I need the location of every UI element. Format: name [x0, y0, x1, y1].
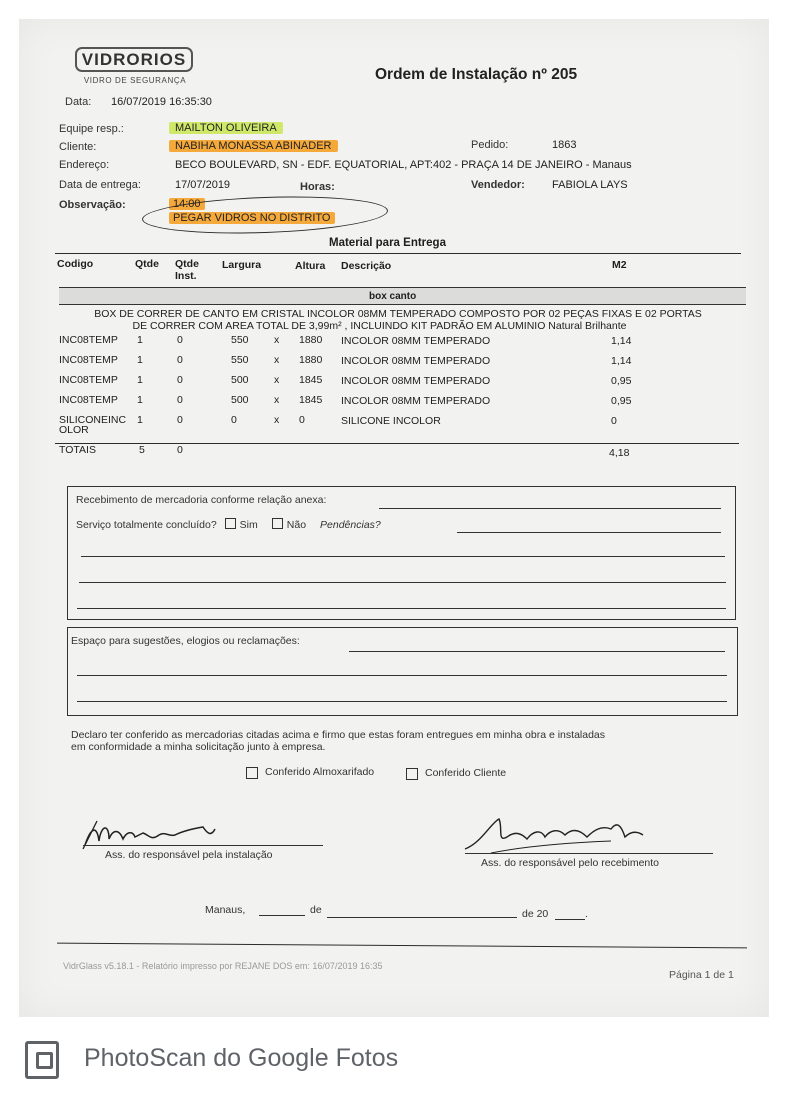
endereco-value: BECO BOULEVARD, SN - EDF. EQUATORIAL, APT:402 - PRAÇA 14 DE JANEIRO - Manaus: [175, 159, 632, 171]
document-page: [19, 19, 769, 1017]
date-year-line[interactable]: [555, 919, 585, 920]
pendencias-label: Pendências?: [320, 519, 381, 531]
col-largura: Largura: [222, 259, 262, 271]
receiver-signature: [461, 813, 651, 857]
col-m2: M2: [612, 259, 627, 271]
cell-altura: 0: [299, 414, 305, 426]
cell-altura: 1880: [299, 354, 323, 366]
cell-inst: 0: [177, 354, 183, 366]
col-qtde-inst-2: Inst.: [175, 270, 197, 282]
cliente-checkbox[interactable]: [406, 768, 418, 780]
totals-m2: 4,18: [609, 447, 630, 459]
table-totals-rule: [55, 443, 739, 444]
cell-m2: 0,95: [611, 375, 632, 387]
date-label: Data:: [65, 96, 92, 108]
cliente-label: Cliente:: [59, 141, 97, 153]
cell-altura: 1845: [299, 394, 323, 406]
cell-x: x: [274, 414, 280, 426]
cell-m2: 1,14: [611, 355, 632, 367]
group-description-1: BOX DE CORRER DE CANTO EM CRISTAL INCOLOR 08MM TEMPERADO COMPOSTO POR 02 PEÇAS FIXAS E 02 PORTAS: [94, 308, 702, 320]
cell-altura: 1880: [299, 334, 323, 346]
totals-inst: 0: [177, 444, 183, 456]
observacao-time: 14:00: [169, 198, 205, 210]
installer-signature-line[interactable]: [83, 845, 323, 846]
equipe-label: Equipe resp.:: [59, 123, 124, 135]
group-label: box canto: [369, 291, 417, 302]
cell-descricao: SILICONE INCOLOR: [341, 415, 441, 427]
entrega-value: 17/07/2019: [175, 179, 231, 191]
cell-inst: 0: [177, 394, 183, 406]
cliente-check-label: Conferido Cliente: [425, 767, 507, 779]
suggestions-line-0[interactable]: [349, 651, 725, 652]
logo-subtitle: VIDRO DE SEGURANÇA: [83, 76, 187, 85]
cell-codigo: INC08TEMP: [59, 394, 118, 406]
recebimento-text: Recebimento de mercadoria conforme relação anexa:: [76, 494, 327, 506]
pendencias-line: [457, 532, 721, 533]
col-qtde-inst-1: Qtde: [175, 258, 199, 270]
footer-rule: [57, 943, 747, 949]
cell-largura: 0: [231, 414, 237, 426]
date-de-1: de: [310, 904, 322, 916]
photoscan-text: PhotoScan do Google Fotos: [84, 1044, 399, 1072]
col-qtde: Qtde: [135, 258, 159, 270]
receipt-line-3[interactable]: [77, 608, 726, 609]
almoxarifado-label: Conferido Almoxarifado: [265, 766, 375, 778]
cell-descricao: INCOLOR 08MM TEMPERADO: [341, 375, 491, 387]
nao-checkbox[interactable]: [272, 518, 283, 529]
cell-largura: 550: [231, 354, 249, 366]
installer-signature-label: Ass. do responsável pela instalação: [105, 849, 273, 861]
cell-x: x: [274, 354, 280, 366]
col-descricao: Descrição: [341, 260, 392, 272]
cell-qtde: 1: [137, 334, 143, 346]
cell-codigo: SILICONEINC: [59, 414, 127, 426]
date-month-line[interactable]: [327, 917, 517, 918]
cell-inst: 0: [177, 334, 183, 346]
totals-qtde: 5: [139, 444, 145, 456]
cell-inst: 0: [177, 414, 183, 426]
date-de-2: de 20: [522, 908, 549, 920]
cell-x: x: [274, 394, 280, 406]
company-logo: [75, 47, 193, 72]
recebimento-line: [379, 508, 721, 509]
suggestions-line-1[interactable]: [77, 675, 727, 676]
nao-label: Não: [286, 519, 307, 531]
receiver-signature-label: Ass. do responsável pelo recebimento: [481, 857, 660, 869]
servico-row: [76, 518, 381, 531]
endereco-label: Endereço:: [59, 159, 110, 171]
almoxarifado-checkbox[interactable]: [246, 767, 258, 779]
col-codigo: Codigo: [57, 258, 94, 270]
material-section-title: Material para Entrega: [329, 237, 446, 249]
horas-label: Horas:: [300, 181, 335, 193]
totals-label: TOTAIS: [59, 444, 96, 456]
vendedor-value: FABIOLA LAYS: [552, 179, 628, 191]
cell-inst: 0: [177, 374, 183, 386]
date-day-line[interactable]: [259, 915, 305, 916]
photoscan-icon: [25, 1041, 59, 1079]
cell-codigo: INC08TEMP: [59, 334, 118, 346]
receipt-line-1[interactable]: [81, 556, 725, 557]
cell-qtde: 1: [137, 354, 143, 366]
observacao-label: Observação:: [59, 199, 126, 211]
receipt-box: [67, 486, 736, 620]
cell-descricao: INCOLOR 08MM TEMPERADO: [341, 335, 491, 347]
observacao-note: PEGAR VIDROS NO DISTRITO: [169, 212, 335, 224]
entrega-label: Data de entrega:: [59, 179, 141, 191]
cell-descricao: INCOLOR 08MM TEMPERADO: [341, 355, 491, 367]
declaration-line-2: em conformidade a minha solicitação junto à empresa.: [71, 741, 326, 753]
page-title: Ordem de Instalação nº 205: [375, 66, 578, 83]
logo-main-text: VIDRORIOS: [81, 50, 187, 69]
cell-largura: 550: [231, 334, 249, 346]
suggestions-label: Espaço para sugestões, elogios ou reclamações:: [71, 635, 300, 647]
cell-qtde: 1: [137, 414, 143, 426]
cell-altura: 1845: [299, 374, 323, 386]
sim-label: Sim: [239, 519, 258, 531]
cell-m2: 1,14: [611, 335, 632, 347]
vendedor-label: Vendedor:: [471, 179, 525, 191]
cell-qtde: 1: [137, 394, 143, 406]
cell-qtde: 1: [137, 374, 143, 386]
cell-codigo: INC08TEMP: [59, 374, 118, 386]
footer-system-text: VidrGlass v5.18.1 - Relatório impresso por REJANE DOS em: 16/07/2019 16:35: [63, 961, 383, 971]
cell-largura: 500: [231, 374, 249, 386]
cell-x: x: [274, 334, 280, 346]
cell-m2: 0,95: [611, 395, 632, 407]
sim-checkbox[interactable]: [225, 518, 236, 529]
equipe-value: MAILTON OLIVEIRA: [169, 122, 283, 134]
date-end: .: [585, 908, 588, 920]
date-city: Manaus,: [205, 904, 246, 916]
footer-page-number: Página 1 de 1: [669, 969, 734, 981]
cell-descricao: INCOLOR 08MM TEMPERADO: [341, 395, 491, 407]
cliente-value: NABIHA MONASSA ABINADER: [169, 140, 338, 152]
table-top-rule: [55, 253, 741, 254]
cell-largura: 500: [231, 394, 249, 406]
col-altura: Altura: [295, 260, 326, 272]
receipt-line-2[interactable]: [79, 582, 726, 583]
pedido-label: Pedido:: [471, 139, 509, 151]
cell-x: x: [274, 374, 280, 386]
recebimento-label: [76, 494, 326, 506]
servico-label: Serviço totalmente concluído?: [76, 519, 217, 531]
group-description-2: DE CORRER COM AREA TOTAL DE 3,99m² , INCLUINDO KIT PADRÃO EM ALUMINIO Natural Brilhante: [132, 320, 627, 332]
cell-m2: 0: [611, 415, 617, 427]
suggestions-line-2[interactable]: [77, 701, 727, 702]
declaration-line-1: Declaro ter conferido as mercadorias citadas acima e firmo que estas foram entregues em minha obra e instaladas: [71, 729, 606, 741]
date-value: 16/07/2019 16:35:30: [111, 96, 212, 108]
pedido-value: 1863: [552, 139, 577, 151]
cell-codigo: INC08TEMP: [59, 354, 118, 366]
cell-codigo-cont: OLOR: [59, 424, 89, 436]
receiver-signature-line[interactable]: [465, 853, 713, 854]
